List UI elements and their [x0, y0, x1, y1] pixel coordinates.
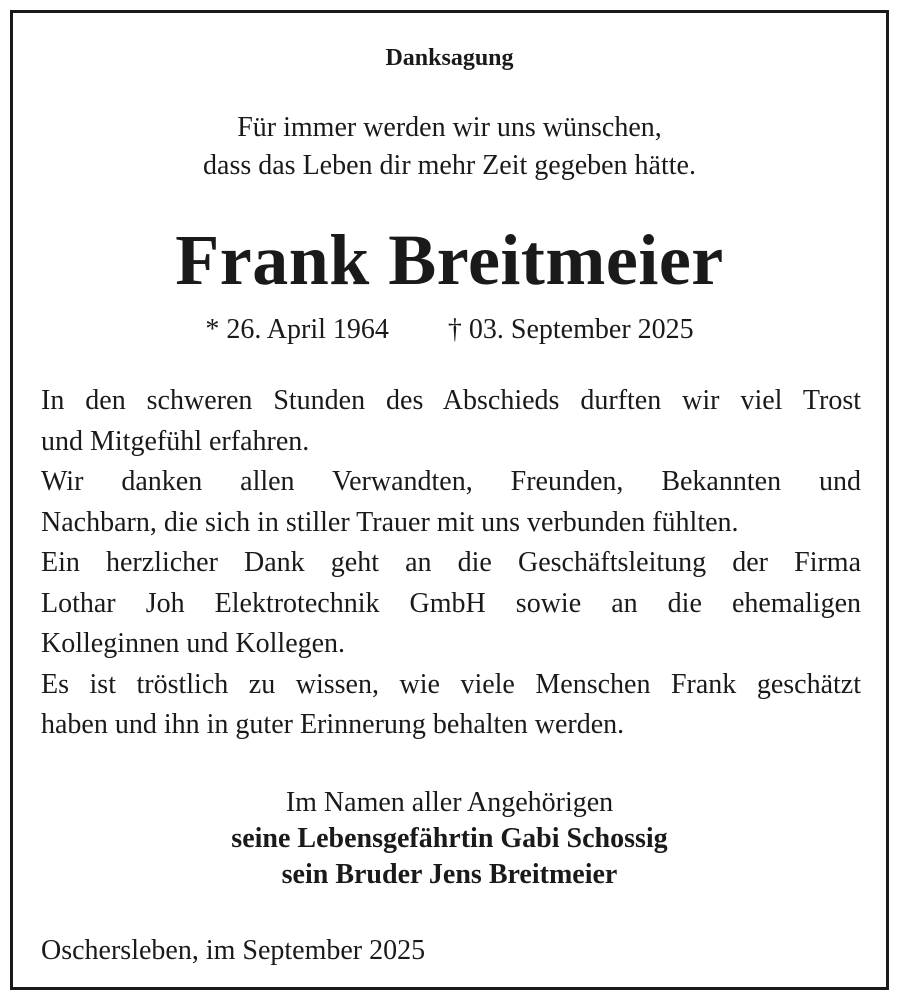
- thanks-paragraph: [41, 543, 861, 665]
- thanks-paragraph: [41, 665, 861, 746]
- signoff: [13, 785, 886, 893]
- mourner-name: seine Lebensgefährtin Gabi Schossig: [231, 823, 668, 854]
- motto-line: Für immer werden wir uns wünschen,: [237, 112, 662, 143]
- birth-date: * 26. April 1964: [205, 314, 389, 345]
- text-line: Lothar Joh Elektrotechnik GmbH sowie an die ehemaligen: [41, 587, 861, 619]
- signoff-intro: Im Namen aller Angehörigen: [285, 787, 614, 818]
- text-line: Es ist tröstlich zu wissen, wie viele Menschen Frank geschätzt: [41, 668, 861, 700]
- deceased-name: Frank Breitmeier: [175, 220, 724, 300]
- text-line: Ein herzlicher Dank geht an die Geschäftsleitung der Firma: [41, 547, 861, 578]
- thanks-paragraph: [41, 381, 861, 462]
- text-line: und Mitgefühl erfahren.: [41, 425, 310, 457]
- text-line: haben und ihn in guter Erinnerung behalten werden.: [41, 709, 625, 740]
- notice-heading: Danksagung: [385, 45, 514, 71]
- motto-line: dass das Leben dir mehr Zeit gegeben hätte.: [203, 150, 696, 181]
- thanks-text: [41, 381, 861, 746]
- death-date: † 03. September 2025: [447, 314, 694, 345]
- mourner-name: sein Bruder Jens Breitmeier: [281, 859, 618, 890]
- text-line: In den schweren Stunden des Abschieds durften wir viel Trost: [41, 385, 861, 416]
- text-line: Nachbarn, die sich in stiller Trauer mit uns verbunden fühlten.: [41, 506, 739, 538]
- text-line: Kolleginnen und Kollegen.: [41, 628, 346, 659]
- thanks-paragraph: [41, 462, 861, 543]
- text-line: Wir danken allen Verwandten, Freunden, Bekannten und: [41, 466, 861, 497]
- place-and-date: Oschersleben, im September 2025: [41, 935, 426, 966]
- life-dates: [13, 313, 886, 347]
- obituary-notice: [10, 10, 889, 990]
- memorial-motto: [13, 109, 886, 185]
